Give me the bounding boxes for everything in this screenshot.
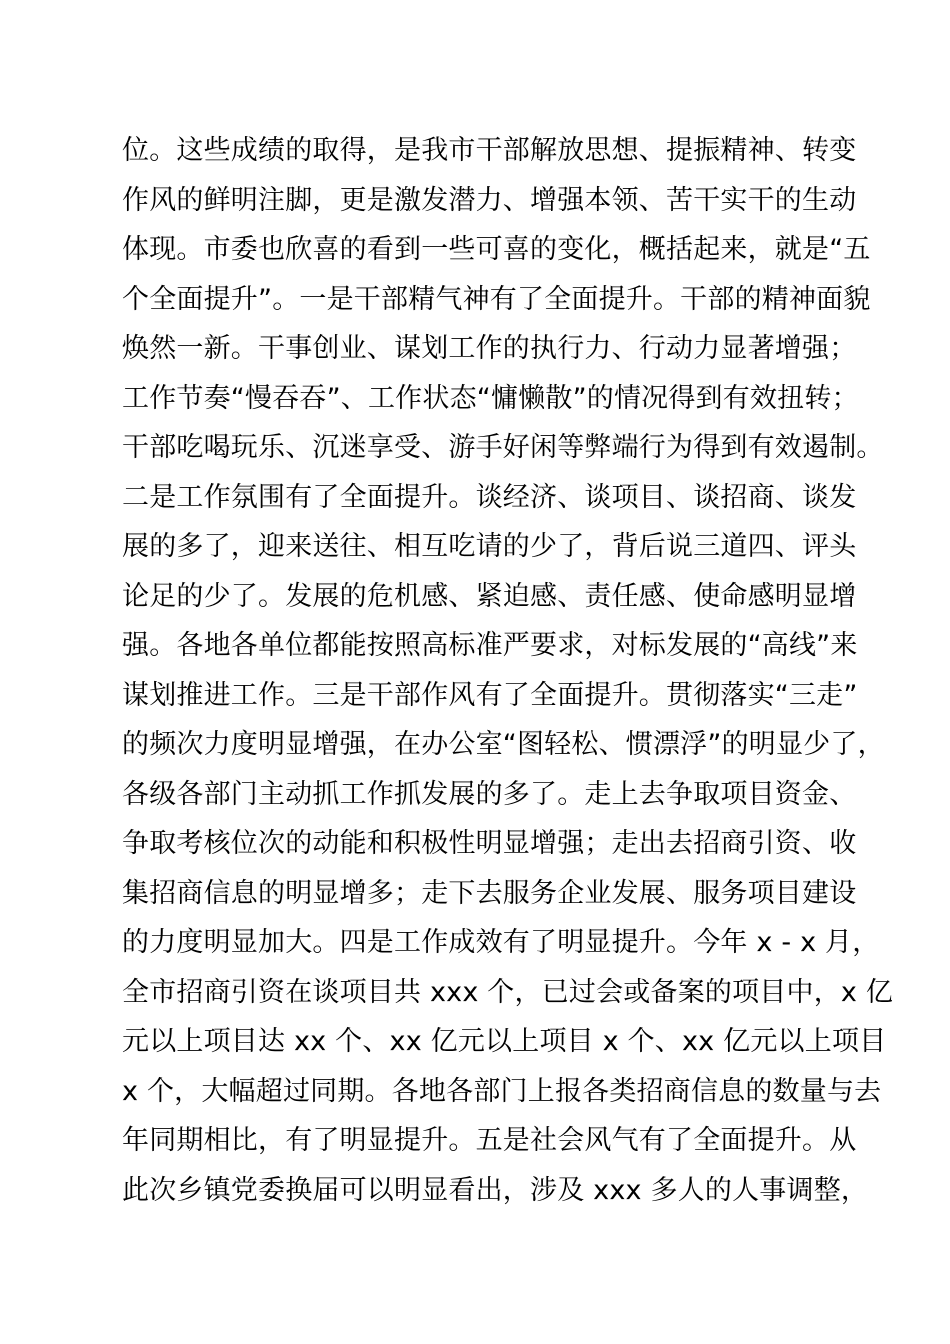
text-line: 谋划推进工作。三是干部作风有了全面提升。贯彻落实“三走” bbox=[122, 679, 858, 711]
text-line: 此次乡镇党委换届可以明显看出，涉及 xxx 多人的人事调整， bbox=[122, 1174, 869, 1206]
text-line: 论足的少了。发展的危机感、紧迫感、责任感、使命感明显增 bbox=[122, 580, 857, 612]
text-line: 干部吃喝玩乐、沉迷享受、游手好闲等弊端行为得到有效遏制。 bbox=[122, 432, 884, 463]
text-line: 体现。市委也欣喜的看到一些可喜的变化，概括起来，就是“五 bbox=[122, 234, 871, 265]
text-line: 位。这些成绩的取得，是我市干部解放思想、提振精神、转变 bbox=[122, 135, 857, 166]
text-line: 二是工作氛围有了全面提升。谈经济、谈项目、谈招商、谈发 bbox=[122, 481, 857, 513]
text-line: x 个，大幅超过同期。各地各部门上报各类招商信息的数量与去 bbox=[122, 1075, 882, 1107]
text-line: 的力度明显加大。四是工作成效有了明显提升。今年 x - x 月， bbox=[122, 927, 880, 958]
text-line: 争取考核位次的动能和积极性明显增强；走出去招商引资、收 bbox=[122, 828, 857, 859]
text-line: 年同期相比，有了明显提升。五是社会风气有了全面提升。从 bbox=[122, 1125, 857, 1156]
text-line: 各级各部门主动抓工作抓发展的多了。走上去争取项目资金、 bbox=[122, 778, 857, 810]
text-line: 个全面提升”。一是干部精气神有了全面提升。干部的精神面貌 bbox=[122, 283, 871, 315]
text-line: 展的多了，迎来送往、相互吃请的少了，背后说三道四、评头 bbox=[122, 531, 857, 562]
body-text bbox=[122, 126, 894, 1215]
text-line: 元以上项目达 xx 个、xx 亿元以上项目 x 个、xx 亿元以上项目 bbox=[122, 1026, 887, 1057]
text-line: 全市招商引资在谈项目共 xxx 个，已过会或备案的项目中，x 亿 bbox=[122, 976, 894, 1008]
text-line: 焕然一新。干事创业、谋划工作的执行力、行动力显著增强； bbox=[122, 333, 857, 364]
text-line: 集招商信息的明显增多；走下去服务企业发展、服务项目建设 bbox=[122, 877, 857, 909]
text-line: 工作节奏“慢吞吞”、工作状态“慵懒散”的情况得到有效扭转； bbox=[122, 382, 859, 414]
text-line: 的频次力度明显增强，在办公室“图轻松、惯漂浮”的明显少了， bbox=[122, 729, 885, 760]
text-line: 作风的鲜明注脚，更是激发潜力、增强本领、苦干实干的生动 bbox=[122, 184, 857, 216]
text-line: 强。各地各单位都能按照高标准严要求，对标发展的“高线”来 bbox=[122, 630, 858, 661]
